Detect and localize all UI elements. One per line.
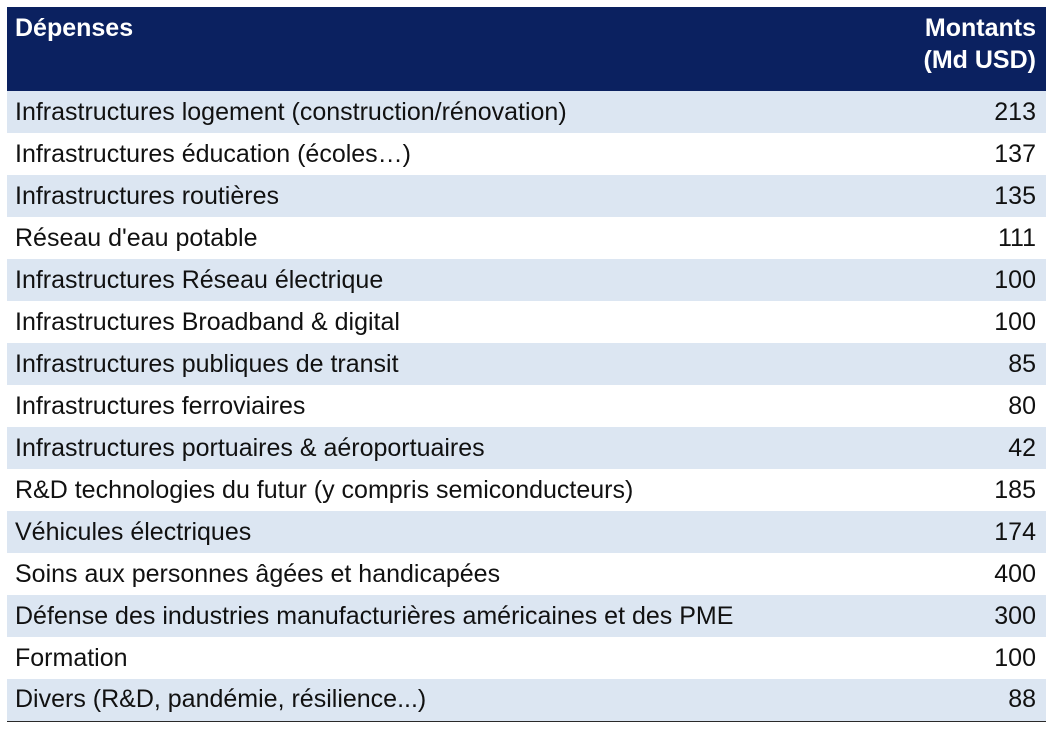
row-label: Divers (R&D, pandémie, résilience...) xyxy=(7,679,887,721)
row-label: Infrastructures routières xyxy=(7,175,887,217)
row-amount: 300 xyxy=(887,595,1046,637)
row-amount: 135 xyxy=(887,175,1046,217)
row-label: Infrastructures Broadband & digital xyxy=(7,301,887,343)
row-amount: 213 xyxy=(887,91,1046,133)
table-row xyxy=(7,637,1046,679)
table-row xyxy=(7,511,1046,553)
row-amount: 88 xyxy=(887,679,1046,721)
row-amount: 100 xyxy=(887,301,1046,343)
row-label: Infrastructures portuaires & aéroportuaires xyxy=(7,427,887,469)
table-row xyxy=(7,91,1046,133)
row-label: R&D technologies du futur (y compris semiconducteurs) xyxy=(7,469,887,511)
header-row xyxy=(7,7,1046,91)
row-label: Infrastructures ferroviaires xyxy=(7,385,887,427)
row-amount: 111 xyxy=(887,217,1046,259)
table-row xyxy=(7,385,1046,427)
row-label: Infrastructures publiques de transit xyxy=(7,343,887,385)
header-montants-line2: (Md USD) xyxy=(923,46,1036,74)
table-row xyxy=(7,301,1046,343)
table-row xyxy=(7,343,1046,385)
row-amount: 174 xyxy=(887,511,1046,553)
table-row xyxy=(7,679,1046,721)
table-header xyxy=(7,7,1046,91)
table-body xyxy=(7,91,1046,721)
row-amount: 100 xyxy=(887,637,1046,679)
table-row xyxy=(7,259,1046,301)
header-depenses: Dépenses xyxy=(7,7,887,91)
row-label: Soins aux personnes âgées et handicapées xyxy=(7,553,887,595)
row-label: Véhicules électriques xyxy=(7,511,887,553)
row-amount: 185 xyxy=(887,469,1046,511)
table-row xyxy=(7,133,1046,175)
table-row xyxy=(7,553,1046,595)
table-row xyxy=(7,175,1046,217)
row-label: Infrastructures Réseau électrique xyxy=(7,259,887,301)
row-label: Infrastructures éducation (écoles…) xyxy=(7,133,887,175)
table-row xyxy=(7,427,1046,469)
row-amount: 400 xyxy=(887,553,1046,595)
row-label: Infrastructures logement (construction/rénovation) xyxy=(7,91,887,133)
spending-table xyxy=(7,7,1046,722)
table-row xyxy=(7,217,1046,259)
row-amount: 137 xyxy=(887,133,1046,175)
header-montants xyxy=(887,7,1046,91)
spending-table-container xyxy=(7,7,1046,722)
row-label: Réseau d'eau potable xyxy=(7,217,887,259)
table-row xyxy=(7,469,1046,511)
row-label: Défense des industries manufacturières américaines et des PME xyxy=(7,595,887,637)
table-row xyxy=(7,595,1046,637)
row-amount: 42 xyxy=(887,427,1046,469)
row-amount: 85 xyxy=(887,343,1046,385)
row-label: Formation xyxy=(7,637,887,679)
row-amount: 100 xyxy=(887,259,1046,301)
row-amount: 80 xyxy=(887,385,1046,427)
header-montants-line1: Montants xyxy=(924,14,1036,42)
